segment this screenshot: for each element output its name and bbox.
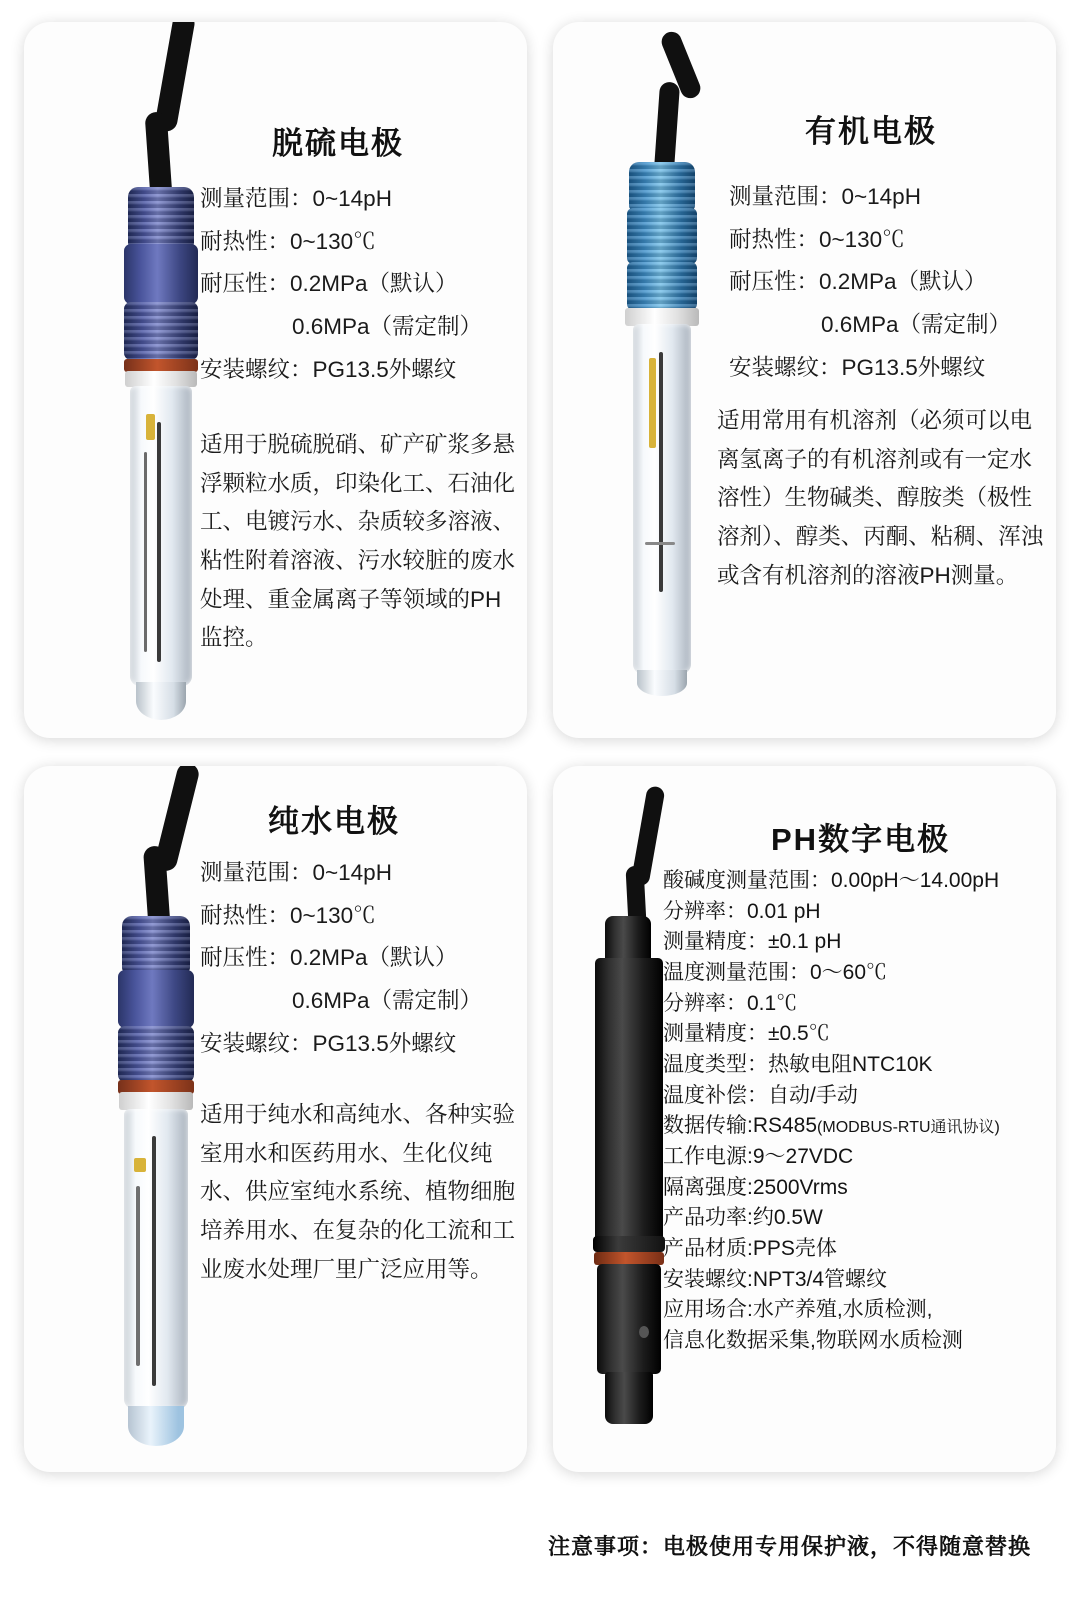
card-specs (729, 178, 1056, 391)
card-title: 脱硫电极 (272, 126, 404, 161)
spec-line: 温度补偿：自动/手动 (663, 1083, 858, 1107)
spec-line: 耐压性：0.2MPa（默认） (729, 269, 987, 295)
card-description: 适用于纯水和高纯水、各种实验室用水和医药用水、生化仪纯水、供应室纯水系统、植物细胞培养用水、在复杂的化工流和工业废水处理厂里广泛应用等。 (200, 1102, 516, 1282)
spec-line: 测量范围：0~14pH (200, 186, 392, 211)
spec-line: 耐压性：0.2MPa（默认） (200, 945, 458, 971)
spec-line: 分辨率：0.1℃ (663, 991, 798, 1015)
footnote: 注意事项：电极使用专用保护液，不得随意替换 (548, 1534, 1032, 1559)
card-title: PH数字电极 (771, 822, 951, 857)
spec-line: 工作电源:9～27VDC (663, 1144, 854, 1168)
spec-line: 0.6MPa（需定制） (292, 988, 483, 1014)
spec-line: 温度类型：热敏电阻NTC10K (663, 1052, 933, 1076)
spec-line: 0.6MPa（需定制） (821, 312, 1012, 338)
spec-line (663, 1111, 1056, 1142)
spec-line: 测量范围：0~14pH (729, 184, 921, 209)
spec-line: 产品材质:PPS壳体 (663, 1236, 837, 1260)
spec-line: 耐热性：0~130℃ (729, 226, 905, 252)
spec-line: 产品功率:约0.5W (663, 1206, 823, 1230)
spec-line: 安装螺纹：PG13.5外螺纹 (729, 354, 986, 380)
spec-line: 分辨率：0.01 pH (663, 899, 821, 923)
card-specs (200, 180, 520, 393)
card-pure-water-electrode (24, 766, 527, 1472)
spec-line-suffix: (MODBUS-RTU通讯协议) (817, 1119, 1000, 1137)
digital-spec-list (663, 866, 1056, 1357)
card-grid (24, 22, 1056, 1472)
card-description: 适用常用有机溶剂（必须可以电离氢离子的有机溶剂或有一定水溶性）生物碱类、醇胺类（极性溶剂）、醇类、丙酮、粘稠、浑浊或含有机溶剂的溶液PH测量。 (717, 408, 1044, 588)
card-description: 适用于脱硫脱硝、矿产矿浆多悬浮颗粒水质，印染化工、石油化工、电镀污水、杂质较多溶液、粘性附着溶液、污水较脏的废水处理、重金属离子等领域的PH监控。 (200, 432, 516, 651)
card-desulfurization-electrode (24, 22, 527, 738)
card-ph-digital-electrode (553, 766, 1056, 1472)
spec-line: 耐压性：0.2MPa（默认） (200, 271, 458, 297)
spec-line-main: 数据传输:RS485 (663, 1114, 818, 1138)
spec-line: 耐热性：0~130℃ (200, 902, 376, 928)
spec-line: 安装螺纹：PG13.5外螺纹 (200, 356, 457, 382)
spec-line: 测量范围：0~14pH (200, 860, 392, 885)
spec-line: 温度测量范围：0～60℃ (663, 960, 888, 984)
spec-line: 应用场合:水产养殖,水质检测, (663, 1298, 933, 1322)
spec-line: 测量精度：±0.5℃ (663, 1022, 830, 1046)
card-organic-electrode (553, 22, 1056, 738)
card-title: 有机电极 (805, 114, 937, 149)
spec-line: 酸碱度测量范围：0.00pH～14.00pH (663, 869, 1000, 892)
spec-line: 安装螺纹：PG13.5外螺纹 (200, 1030, 457, 1056)
spec-line: 信息化数据采集,物联网水质检测 (663, 1328, 963, 1352)
spec-line: 0.6MPa（需定制） (292, 314, 483, 340)
spec-line: 测量精度：±0.1 pH (663, 930, 842, 954)
card-specs (200, 854, 527, 1067)
spec-line: 耐热性：0~130℃ (200, 228, 376, 254)
spec-line: 安装螺纹:NPT3/4管螺纹 (663, 1267, 888, 1291)
card-title: 纯水电极 (268, 804, 400, 839)
spec-line: 隔离强度:2500Vrms (663, 1175, 848, 1199)
